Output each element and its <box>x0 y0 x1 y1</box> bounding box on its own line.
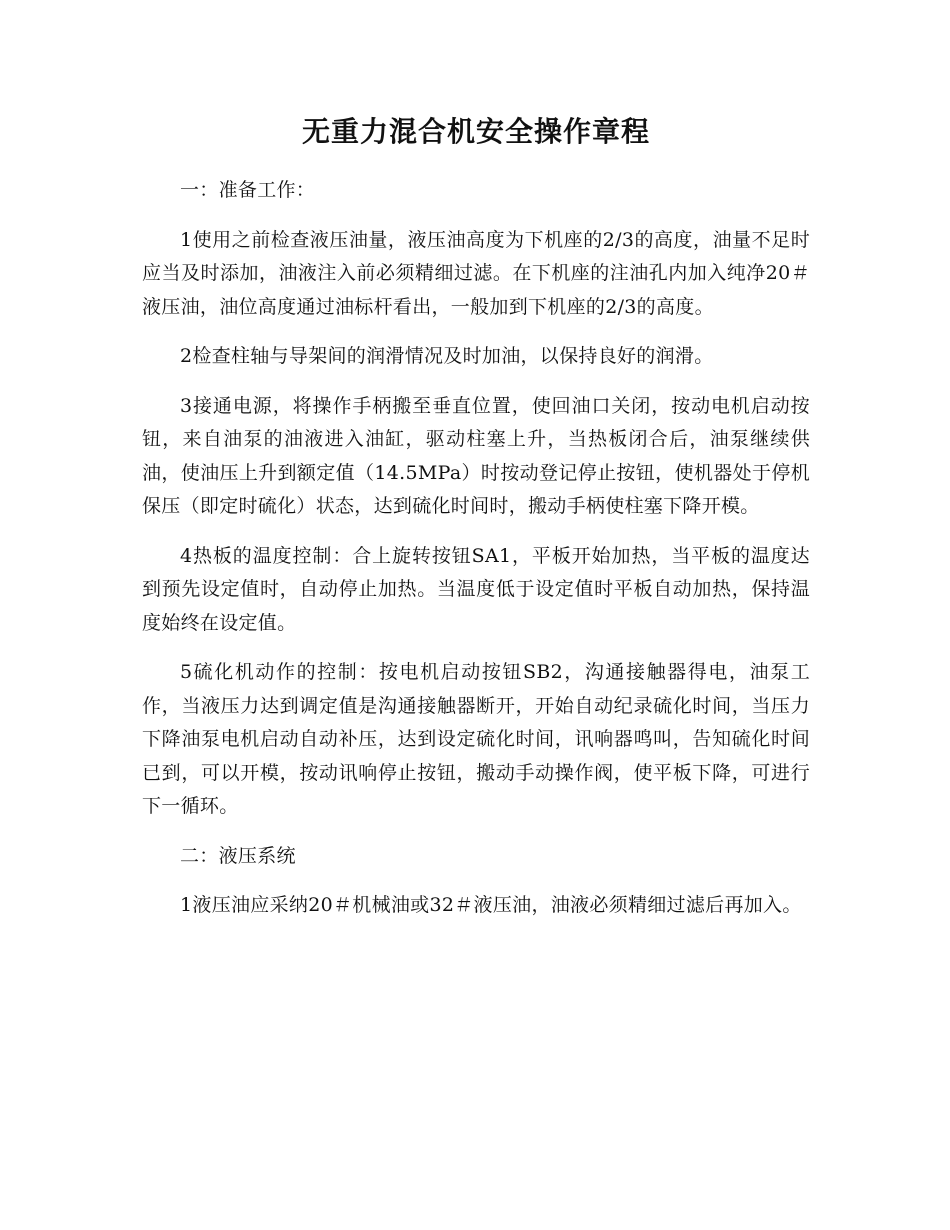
paragraph-2: 2检查柱轴与导架间的润滑情况及时加油，以保持良好的润滑。 <box>180 345 714 367</box>
document-page <box>142 100 810 939</box>
paragraph-1: 1使用之前检查液压油量，液压油高度为下机座的2/3的高度，油量不足时应当及时添加，油液注入前必须精细过滤。在下机座的注油孔内加入纯净20＃液压油，油位高度通过油标杆看出，一般加到下机座的2/3的高度。 <box>142 228 810 318</box>
paragraph-5: 5硫化机动作的控制：按电机启动按钮SB2，沟通接触器得电，油泵工作，当液压力达到调定值是沟通接触器断开，开始自动纪录硫化时间，当压力下降油泵电机启动自动补压，达到设定硫化时间，讯响器鸣叫，告知硫化时间已到，可以开模，按动讯响停止按钮，搬动手动操作阀，使平板下降，可进行下一循环。 <box>142 661 810 817</box>
document-title: 无重力混合机安全操作章程 <box>301 115 650 148</box>
section-heading-hydraulic: 二：液压系统 <box>180 844 296 867</box>
paragraph-3: 3接通电源，将操作手柄搬至垂直位置，使回油口关闭，按动电机启动按钮，来自油泵的油液进入油缸，驱动柱塞上升，当热板闭合后，油泵继续供油，使油压上升到额定值（14.5MPa）时按动登记停止按钮，使机器处于停机保压（即定时硫化）状态，达到硫化时间时，搬动手柄使柱塞下降开模。 <box>142 394 810 517</box>
section-heading-preparation: 一：准备工作： <box>180 179 316 201</box>
paragraph-6: 1液压油应采纳20＃机械油或32＃液压油，油液必须精细过滤后再加入。 <box>180 894 802 916</box>
paragraph-4: 4热板的温度控制：合上旋转按钮SA1，平板开始加热，当平板的温度达到预先设定值时，自动停止加热。当温度低于设定值时平板自动加热，保持温度始终在设定值。 <box>142 544 810 634</box>
